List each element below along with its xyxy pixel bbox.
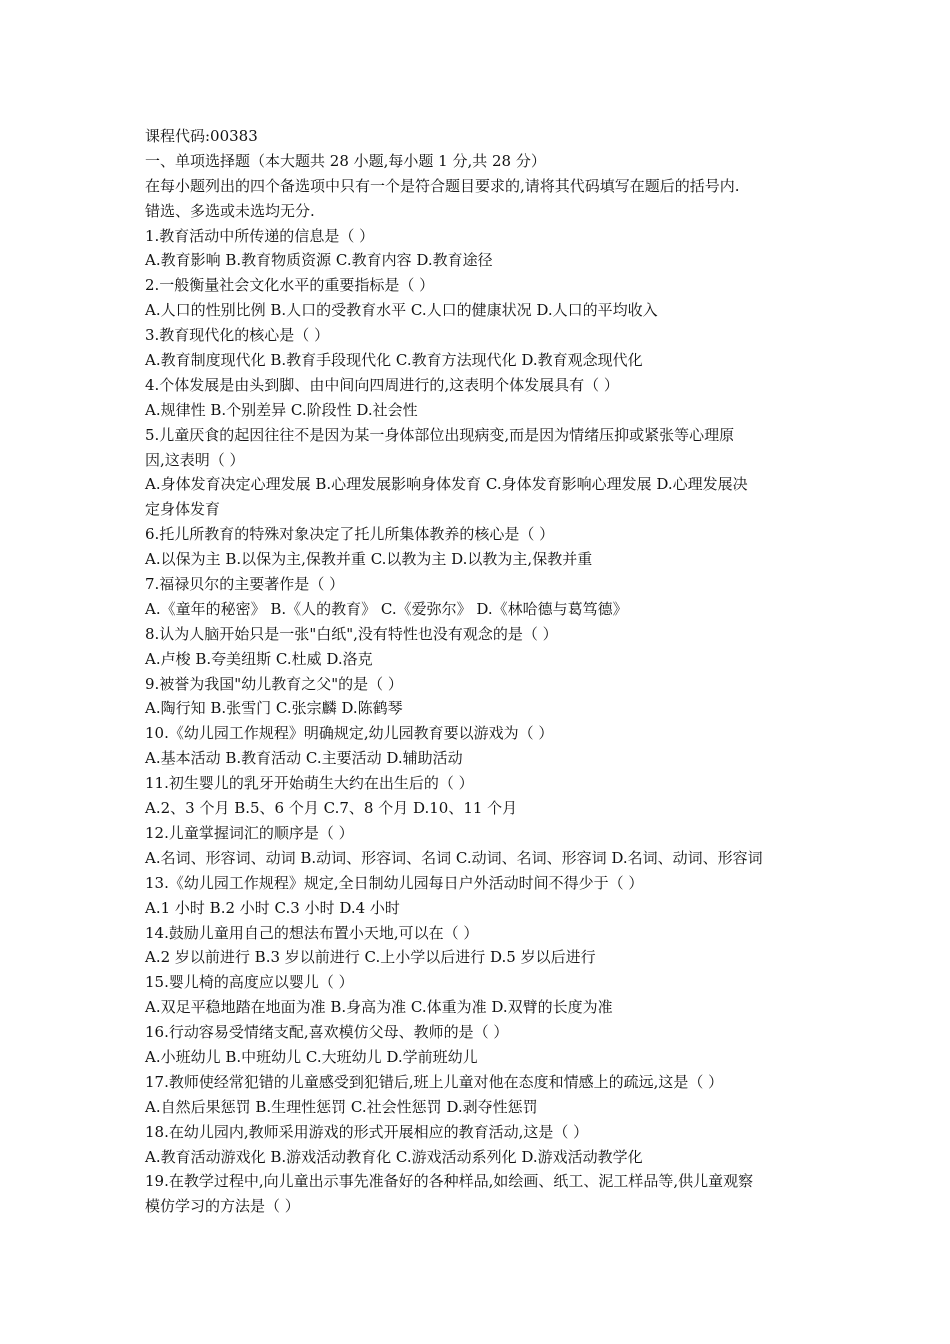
text-line: 13.《幼儿园工作规程》规定,全日制幼儿园每日户外活动时间不得少于（ ） <box>145 873 644 892</box>
text-line: 5.儿童厌食的起因往往不是因为某一身体部位出现病变,而是因为情绪压抑或紧张等心理原 <box>145 425 735 444</box>
text-line: 15.婴儿椅的高度应以婴儿（ ） <box>145 973 354 992</box>
text-line: A.身体发育决定心理发展 B.心理发展影响身体发育 C.身体发育影响心理发展 D.心理发展决 <box>145 475 748 494</box>
text-line: 11.初生婴儿的乳牙开始萌生大约在出生后的（ ） <box>145 774 474 793</box>
text-line: 16.行动容易受情绪支配,喜欢模仿父母、教师的是（ ） <box>145 1023 509 1042</box>
text-line: 4.个体发展是由头到脚、由中间向四周进行的,这表明个体发展具有（ ） <box>145 375 619 394</box>
text-line: 18.在幼儿园内,教师采用游戏的形式开展相应的教育活动,这是（ ） <box>145 1122 589 1141</box>
exam-document <box>145 124 813 1219</box>
text-line: A.名词、形容词、动词 B.动词、形容词、名词 C.动词、名词、形容词 D.名词、动词、形容词 <box>145 848 763 867</box>
text-line: 6.托儿所教育的特殊对象决定了托儿所集体教养的核心是（ ） <box>145 525 555 544</box>
text-line: 模仿学习的方法是（ ） <box>145 1197 300 1216</box>
text-line: 错选、多选或未选均无分. <box>145 201 315 220</box>
text-line: A.卢梭 B.夸美纽斯 C.杜威 D.洛克 <box>145 649 373 668</box>
text-line: 2.一般衡量社会文化水平的重要指标是（ ） <box>145 276 435 295</box>
text-line: A.基本活动 B.教育活动 C.主要活动 D.辅助活动 <box>145 749 463 768</box>
text-line: A.2 岁以前进行 B.3 岁以前进行 C.上小学以后进行 D.5 岁以后进行 <box>145 948 596 967</box>
text-line: A.自然后果惩罚 B.生理性惩罚 C.社会性惩罚 D.剥夺性惩罚 <box>145 1097 538 1116</box>
text-line: A.人口的性别比例 B.人口的受教育水平 C.人口的健康状况 D.人口的平均收入 <box>145 301 658 320</box>
text-line: 定身体发育 <box>145 500 221 519</box>
text-line: 10.《幼儿园工作规程》明确规定,幼儿园教育要以游戏为（ ） <box>145 724 554 743</box>
text-line: A.以保为主 B.以保为主,保教并重 C.以教为主 D.以教为主,保教并重 <box>145 550 593 569</box>
text-line: A.《童年的秘密》 B.《人的教育》 C.《爱弥尔》 D.《林哈德与葛笃德》 <box>145 599 628 618</box>
text-line: 3.教育现代化的核心是（ ） <box>145 326 330 345</box>
text-line: A.教育活动游戏化 B.游戏活动教育化 C.游戏活动系列化 D.游戏活动教学化 <box>145 1147 643 1166</box>
text-line: 14.鼓励儿童用自己的想法布置小天地,可以在（ ） <box>145 923 479 942</box>
text-line: 12.儿童掌握词汇的顺序是（ ） <box>145 823 354 842</box>
text-line: 17.教师使经常犯错的儿童感受到犯错后,班上儿童对他在态度和情感上的疏远,这是（ ） <box>145 1072 724 1091</box>
course-code: 课程代码:00383 <box>145 127 258 145</box>
text-line: A.小班幼儿 B.中班幼儿 C.大班幼儿 D.学前班幼儿 <box>145 1047 478 1066</box>
text-line: 9.被誉为我国"幼儿教育之父"的是（ ） <box>145 674 403 693</box>
text-line: A.教育制度现代化 B.教育手段现代化 C.教育方法现代化 D.教育观念现代化 <box>145 351 643 370</box>
text-line: 8.认为人脑开始只是一张"白纸",没有特性也没有观念的是（ ） <box>145 624 558 643</box>
text-line: 1.教育活动中所传递的信息是（ ） <box>145 226 375 245</box>
text-line: 因,这表明（ ） <box>145 450 245 469</box>
section-heading: 一、单项选择题（本大题共 28 小题,每小题 1 分,共 28 分） <box>145 151 546 170</box>
text-line: A.规律性 B.个别差异 C.阶段性 D.社会性 <box>145 400 418 419</box>
text-line: 7.福禄贝尔的主要著作是（ ） <box>145 575 345 594</box>
text-line: 在每小题列出的四个备选项中只有一个是符合题目要求的,请将其代码填写在题后的括号内. <box>145 176 740 195</box>
text-line: A.双足平稳地踏在地面为准 B.身高为准 C.体重为准 D.双臂的长度为准 <box>145 998 613 1017</box>
text-line: A.教育影响 B.教育物质资源 C.教育内容 D.教育途径 <box>145 251 493 270</box>
text-line: A.1 小时 B.2 小时 C.3 小时 D.4 小时 <box>145 898 400 917</box>
text-line: A.陶行知 B.张雪门 C.张宗麟 D.陈鹤琴 <box>145 699 403 718</box>
text-line: 19.在教学过程中,向儿童出示事先准备好的各种样品,如绘画、纸工、泥工样品等,供儿童观察 <box>145 1172 754 1191</box>
text-line: A.2、3 个月 B.5、6 个月 C.7、8 个月 D.10、11 个月 <box>145 799 518 818</box>
